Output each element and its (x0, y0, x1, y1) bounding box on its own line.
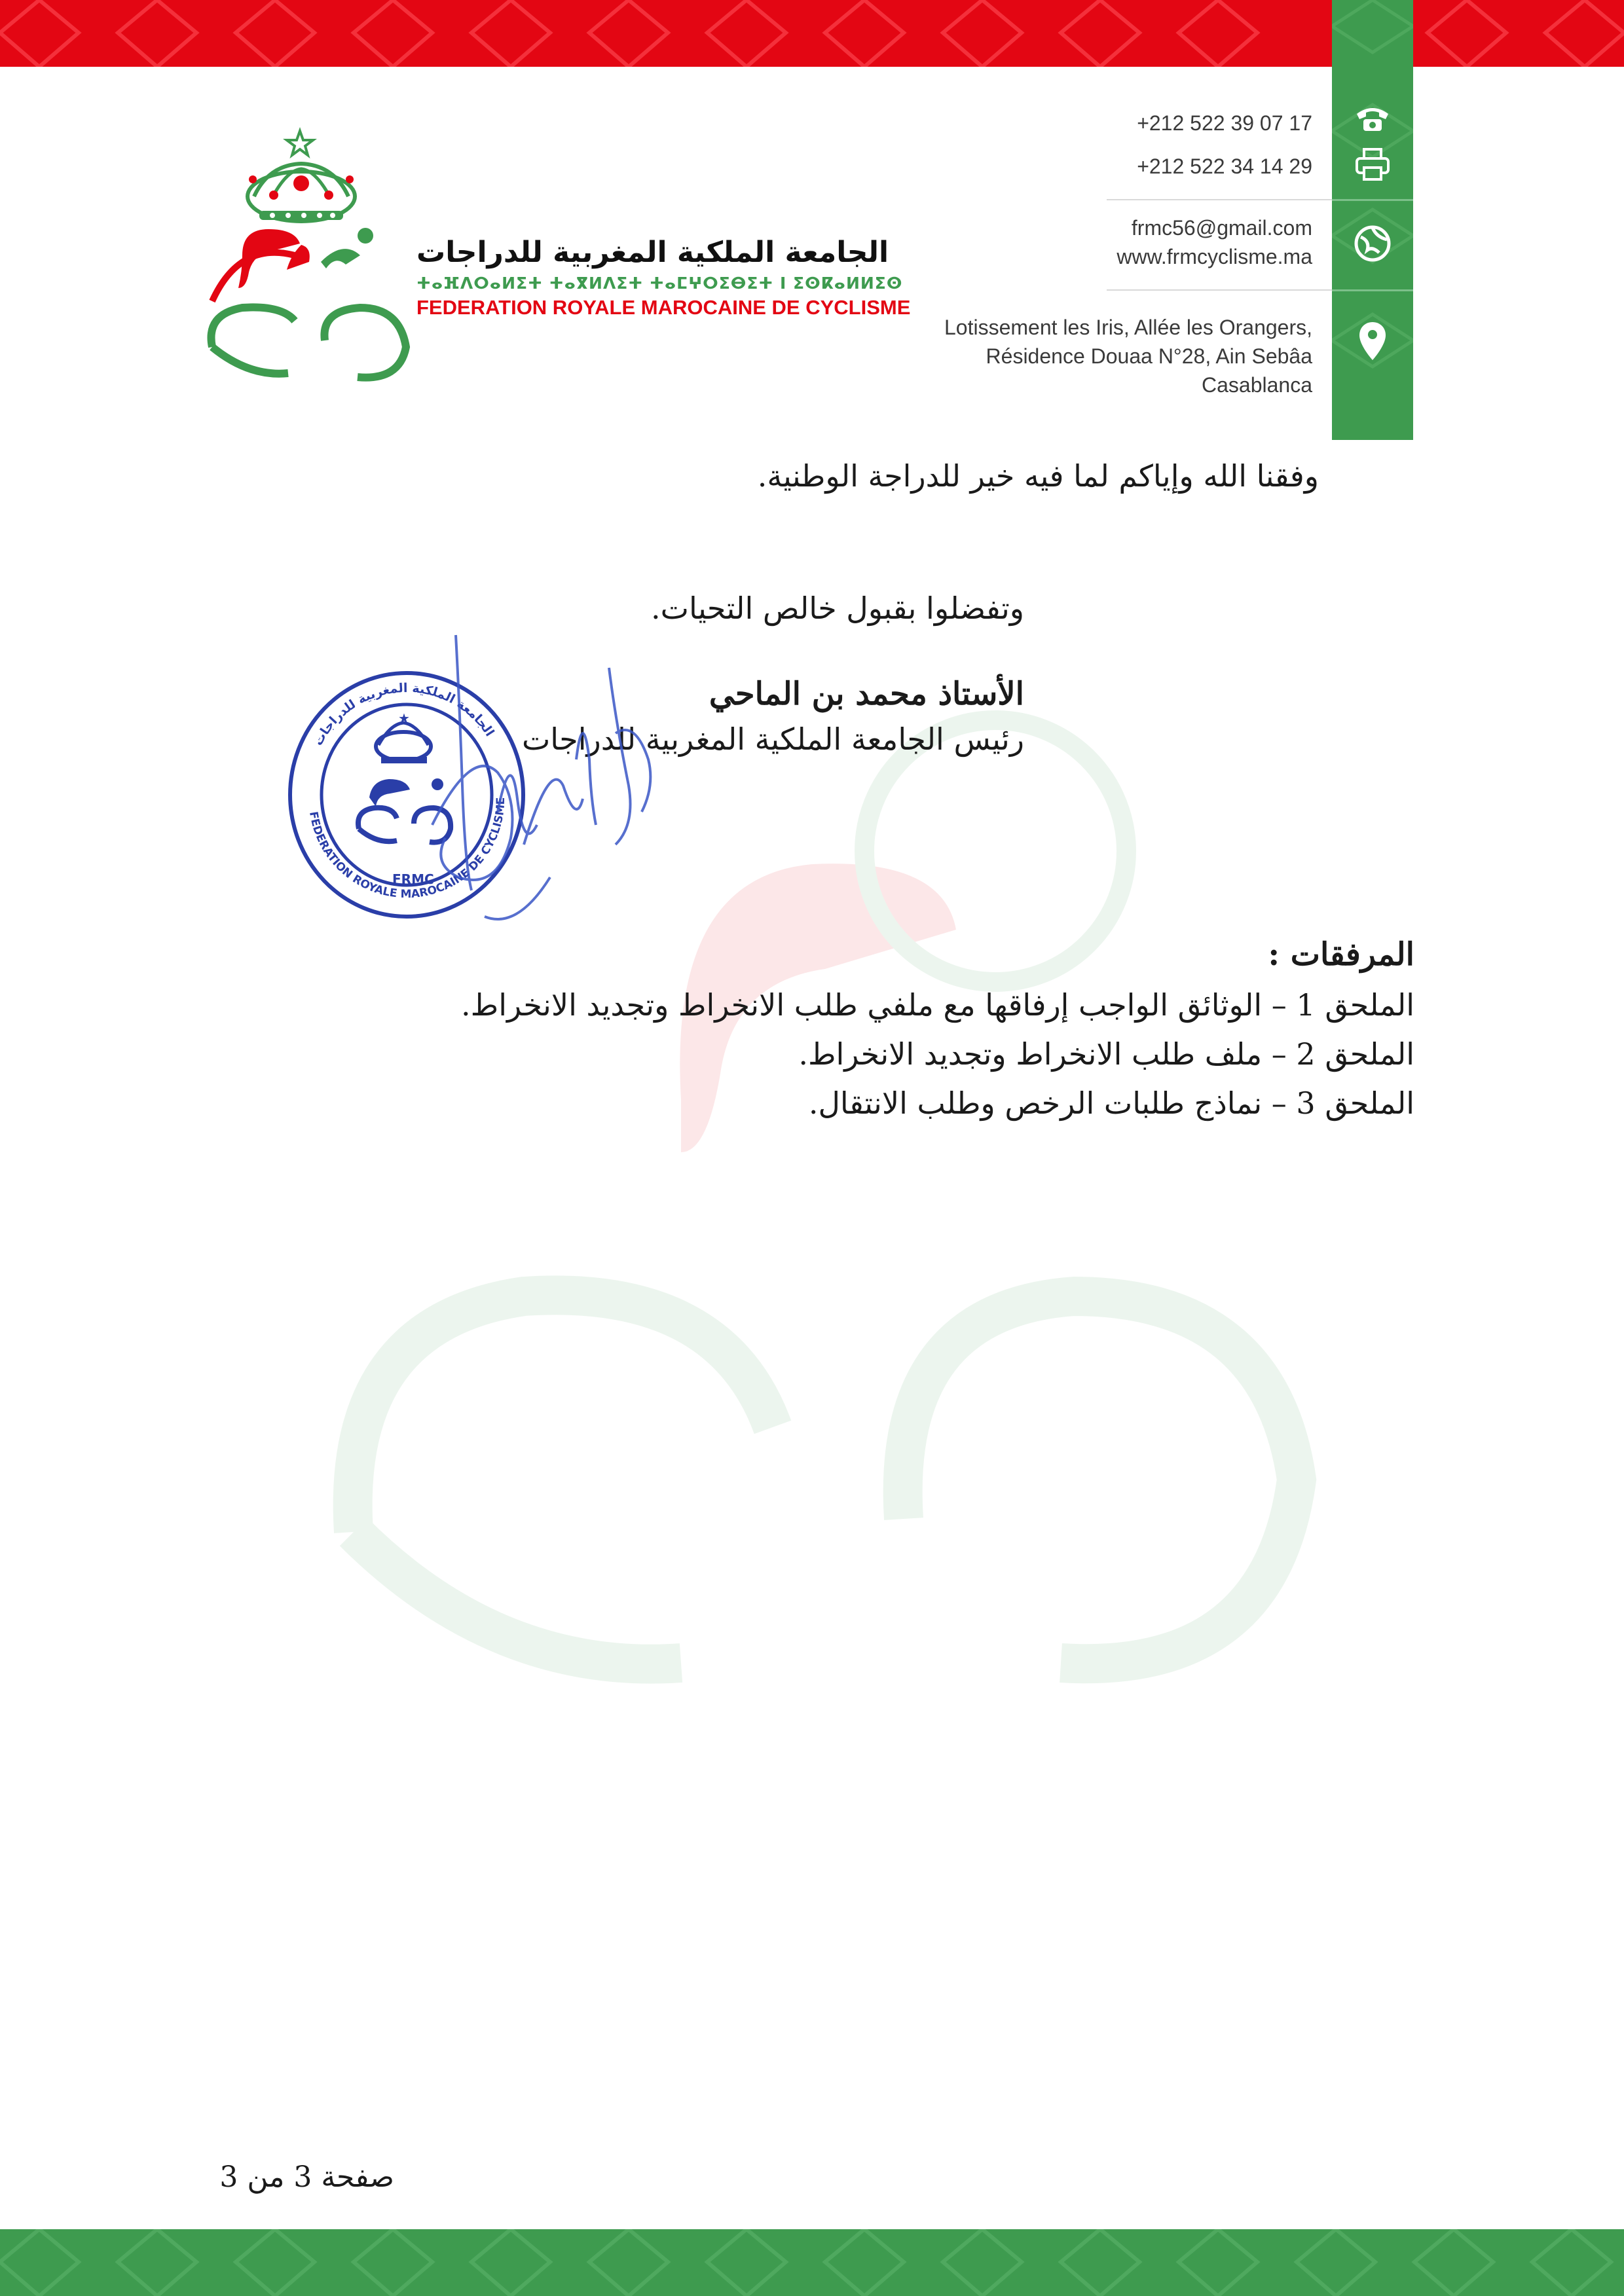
signatory-title: رئيس الجامعة الملكية المغربية للدراجات (521, 721, 1024, 757)
band-pattern (0, 2229, 1624, 2296)
phone-icon (1332, 105, 1413, 134)
website-address: www.frmcyclisme.ma (1116, 245, 1312, 268)
strip-separator (1332, 289, 1413, 291)
globe-icon (1332, 224, 1413, 263)
printer-icon (1332, 148, 1413, 182)
svg-text:★: ★ (398, 710, 410, 726)
contact-icon-strip (1332, 0, 1413, 440)
strip-pattern (1332, 0, 1413, 440)
greeting: وتفضلوا بقبول خالص التحيات. (651, 591, 1024, 626)
address-line-2: Résidence Douaa N°28, Ain Sebâa (986, 344, 1312, 368)
attachment-item-3: الملحق 3 – نماذج طلبات الرخص وطلب الانتقال. (808, 1085, 1414, 1121)
stamp-center-text: FRMC (392, 871, 434, 887)
federation-logo (196, 124, 413, 395)
stamp-ring-text-ar: الجامعة الملكية المغربية للدراجات (310, 681, 497, 748)
email-address: frmc56@gmail.com (1131, 216, 1312, 240)
handwritten-signature (419, 629, 733, 945)
attachment-item-2: الملحق 2 – ملف طلب الانخراط وتجديد الانخراط. (798, 1036, 1414, 1072)
address-line-1: Lotissement les Iris, Allée les Orangers, (944, 316, 1312, 339)
logo-french-name: FEDERATION ROYALE MAROCAINE DE CYCLISME (416, 296, 911, 319)
location-pin-icon (1332, 321, 1413, 361)
strip-separator (1332, 199, 1413, 201)
stamp-ring-text-fr: FEDERATION ROYALE MAROCAINE DE CYCLISME (306, 797, 508, 902)
phone-number: +212 522 39 07 17 (1137, 111, 1312, 135)
bottom-green-band (0, 2229, 1624, 2296)
attachment-item-1: الملحق 1 – الوثائق الواجب إرفاقها مع ملفي طلب الانخراط وتجديد الانخراط. (461, 987, 1414, 1023)
attachments-heading: المرفقات : (1268, 936, 1414, 973)
page-number: صفحة 3 من 3 (219, 2160, 394, 2194)
fax-number: +212 522 34 14 29 (1137, 155, 1312, 178)
contact-divider (1107, 199, 1332, 200)
signatory-name: الأستاذ محمد بن الماحي (709, 676, 1024, 712)
logo-tifinagh-name: ⵜⴰⴼⴷⵔⴰⵍⵉⵜ ⵜⴰⴳⵍⴷⵉⵜ ⵜⴰⵎⵖⵔⵉⴱⵉⵜ ⵏ ⵉⵙⴽⴰⵍⵍⵉⵙ (416, 274, 903, 293)
cyclist-icon (211, 228, 406, 378)
address-line-3: Casablanca (1202, 373, 1312, 397)
closing-prayer: وفقنا الله وإياكم لما فيه خير للدراجة الوطنية. (757, 458, 1319, 494)
logo-arabic-name: الجامعة الملكية المغربية للدراجات (416, 236, 889, 269)
crown-icon (248, 131, 355, 221)
contact-divider (1107, 289, 1332, 291)
